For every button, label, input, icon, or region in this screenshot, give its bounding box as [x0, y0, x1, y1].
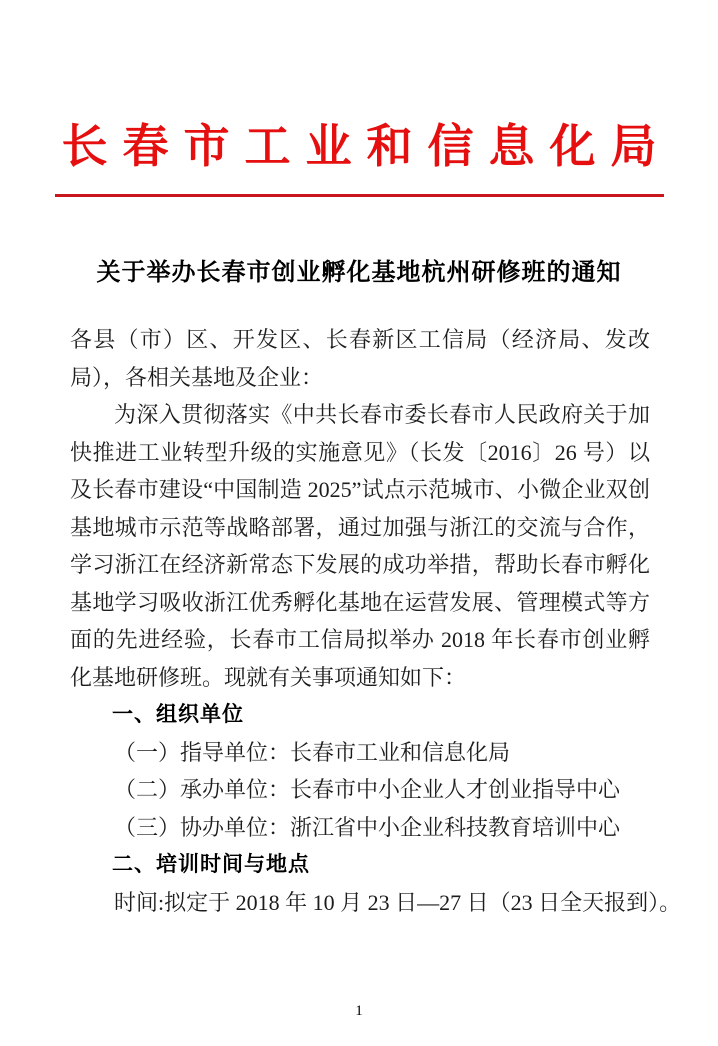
- page-number: 1: [355, 1003, 363, 1019]
- agency-name: 长春市工业和信息化局: [61, 121, 672, 172]
- organizer-item-coorganizer: （三）协办单位：浙江省中小企业科技教育培训中心: [114, 814, 621, 840]
- intro-paragraph: 为深入贯彻落实《中共长春市委长春市人民政府关于加快推进工业转型升级的实施意见》（长发〔2016〕26 号）以及长春市建设“中国制造 2025”试点示范城市、小微企业双创基地城市示范等战略部署，通过加强与浙江的交流与合作，学习浙江在经济新常态下发展的成功举措，帮助长春市孵化基地学习吸收浙江优秀孵化基地在运营发展、管理模式等方面的先进经验，长春市工信局拟举办 2018 年长春市创业孵化基地研修班。现就有关事项通知如下：: [70, 402, 650, 690]
- organizer-item-host: （二）承办单位：长春市中小企业人才创业指导中心: [114, 777, 621, 802]
- section-heading-organizers: 一、组织单位: [112, 703, 244, 726]
- document-body: [0, 321, 718, 921]
- letterhead-divider: [55, 194, 664, 197]
- letterhead: [0, 0, 718, 197]
- section-heading-time-place: 二、培训时间与地点: [112, 853, 310, 876]
- document-title: 关于举办长春市创业孵化基地杭州研修班的通知: [96, 260, 622, 286]
- training-time-line: 时间:拟定于 2018 年 10 月 23 日—27 日（23 日全天报到）。: [114, 889, 682, 915]
- salutation: 各县（市）区、开发区、长春新区工信局（经济局、发改局），各相关基地及企业：: [70, 327, 650, 390]
- organizer-item-guidance: （一）指导单位：长春市工业和信息化局: [114, 739, 511, 765]
